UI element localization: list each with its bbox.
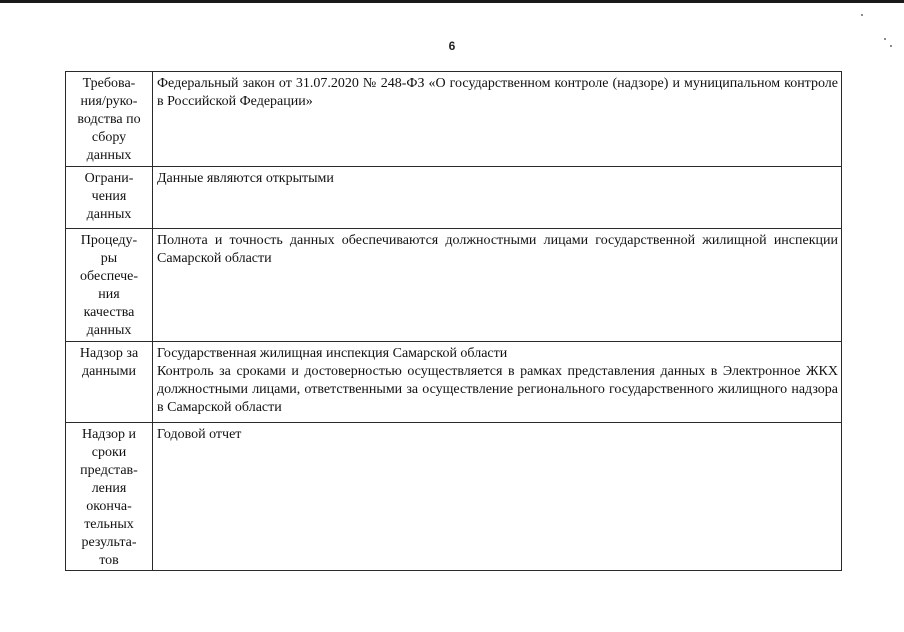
row-label-line: оконча-: [86, 499, 132, 514]
row-label: [68, 75, 150, 165]
row-value-line: Контроль за сроками и достоверностью осуществляется в рамках представления данных в Электронное ЖКХ должностными лицами, ответственными за осуществление регионального государственного жилищного надзора в Самарской области: [157, 364, 838, 415]
row-value-line: Федеральный закон от 31.07.2020 № 248-ФЗ «О государственном контроле (надзоре) и муниципальном контроле в Российской Федерации»: [157, 76, 838, 109]
row-label: [68, 426, 150, 570]
row-label-line: сроки: [91, 445, 127, 460]
row-label-line: данных: [86, 148, 132, 163]
row-label-line: тельных: [84, 517, 134, 532]
row-label: [68, 170, 150, 224]
row-label-line: качества: [83, 305, 135, 320]
table-row: [66, 229, 842, 342]
row-value-line: Годовой отчет: [157, 427, 242, 442]
row-label-line: Процеду-: [80, 233, 138, 248]
row-value-cell: [153, 342, 842, 423]
scan-speck: [884, 38, 886, 40]
table-row: [66, 167, 842, 229]
row-value-cell: [153, 229, 842, 342]
row-label: [68, 345, 150, 381]
row-label-line: водства по: [77, 112, 141, 127]
row-label-line: чения: [91, 189, 127, 204]
row-label-line: Надзор за: [79, 346, 139, 361]
row-label-cell: [66, 423, 153, 571]
row-label-line: тов: [99, 553, 119, 568]
row-label-line: Требова-: [82, 76, 136, 91]
row-label-line: ния: [98, 287, 120, 302]
row-label-line: данными: [81, 364, 137, 379]
row-label-cell: [66, 167, 153, 229]
row-label-line: данных: [86, 207, 132, 222]
table-row: [66, 342, 842, 423]
row-value-line: Данные являются открытыми: [157, 171, 334, 186]
row-label-cell: [66, 229, 153, 342]
row-value-line: Полнота и точность данных обеспечиваются должностными лицами государственной жилищной инспекции Самарской области: [157, 233, 838, 266]
row-label-line: сбору: [91, 130, 127, 145]
table-row: [66, 72, 842, 167]
row-label-line: Надзор и: [81, 427, 137, 442]
page-number: 6: [448, 39, 456, 53]
row-label-line: ния/руко-: [80, 94, 138, 109]
row-label-line: Ограни-: [84, 171, 134, 186]
row-label: [68, 232, 150, 340]
row-value-line: Государственная жилищная инспекция Самарской области: [157, 346, 508, 361]
scan-edge-line: [0, 0, 904, 3]
row-value-cell: [153, 423, 842, 571]
scan-speck: [861, 14, 863, 16]
row-label-line: ления: [91, 481, 127, 496]
row-label-cell: [66, 72, 153, 167]
row-label-line: ры: [100, 251, 118, 266]
row-label-cell: [66, 342, 153, 423]
passport-table: [65, 71, 842, 571]
row-label-line: результа-: [81, 535, 137, 550]
table-row: [66, 423, 842, 571]
row-label-line: данных: [86, 323, 132, 338]
scan-speck: [890, 45, 892, 47]
row-value-cell: [153, 72, 842, 167]
row-value-cell: [153, 167, 842, 229]
row-label-line: обеспече-: [80, 269, 138, 284]
row-label-line: представ-: [80, 463, 138, 478]
